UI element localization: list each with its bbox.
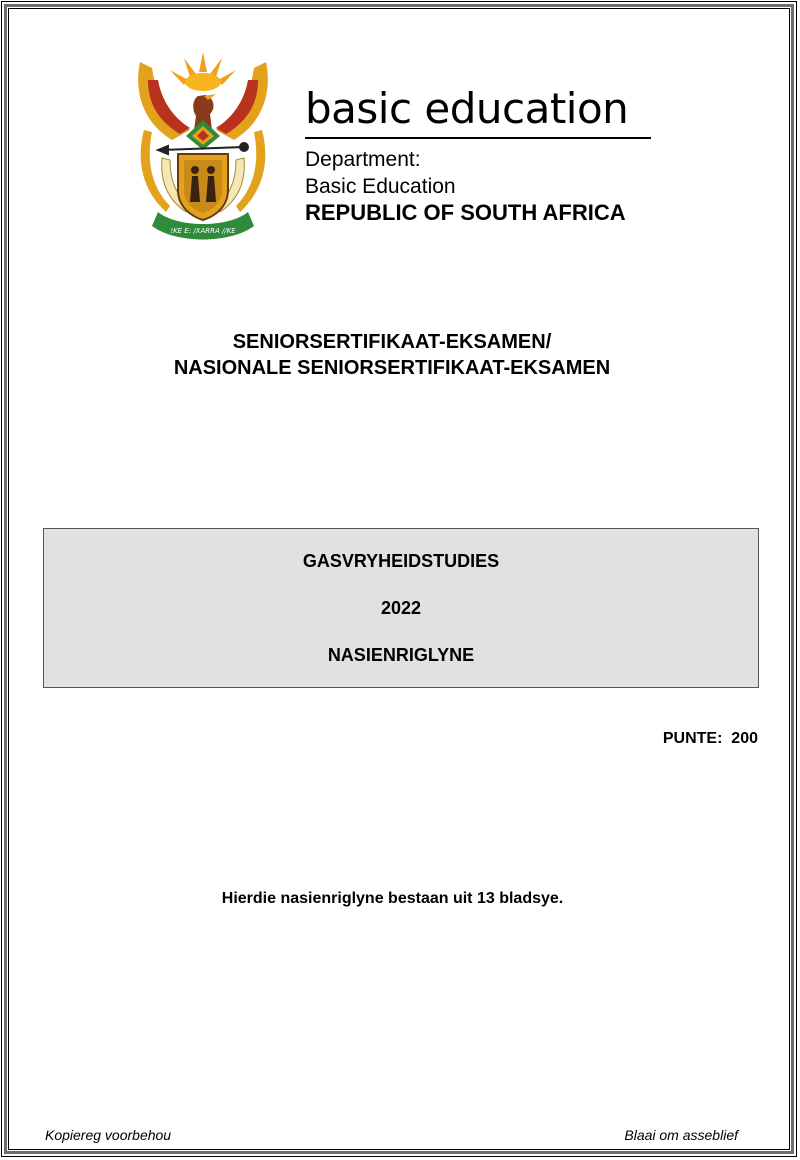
coat-of-arms-icon <box>132 50 274 244</box>
rising-sun-icon <box>170 52 236 91</box>
brand-title: basic education <box>305 84 629 133</box>
protea-icon <box>186 120 220 150</box>
subject-box <box>43 528 759 688</box>
exam-year: 2022 <box>380 598 422 618</box>
turn-over-footer: Blaai om asseblief <box>624 1127 738 1143</box>
copyright-footer: Kopiereg voorbehou <box>45 1127 172 1143</box>
shield-icon <box>178 154 228 220</box>
brand-divider <box>305 137 651 139</box>
department-label: Department: <box>305 148 421 171</box>
page-count-note: Hierdie nasienriglyne bestaan uit 13 bladsye. <box>221 890 564 907</box>
subject-name: GASVRYHEIDSTUDIES <box>302 551 500 571</box>
exam-title-line1: SENIORSERTIFIKAAT-EKSAMEN/ <box>232 331 552 353</box>
document-type: NASIENRIGLYNE <box>327 645 475 665</box>
total-marks: PUNTE: 200 <box>662 730 758 747</box>
crest-motto: !KE E: /XARRA //KE <box>170 227 236 235</box>
country-name: REPUBLIC OF SOUTH AFRICA <box>305 200 626 225</box>
exam-title-line2: NASIONALE SENIORSERTIFIKAAT-EKSAMEN <box>173 357 611 379</box>
department-name: Basic Education <box>305 175 456 198</box>
